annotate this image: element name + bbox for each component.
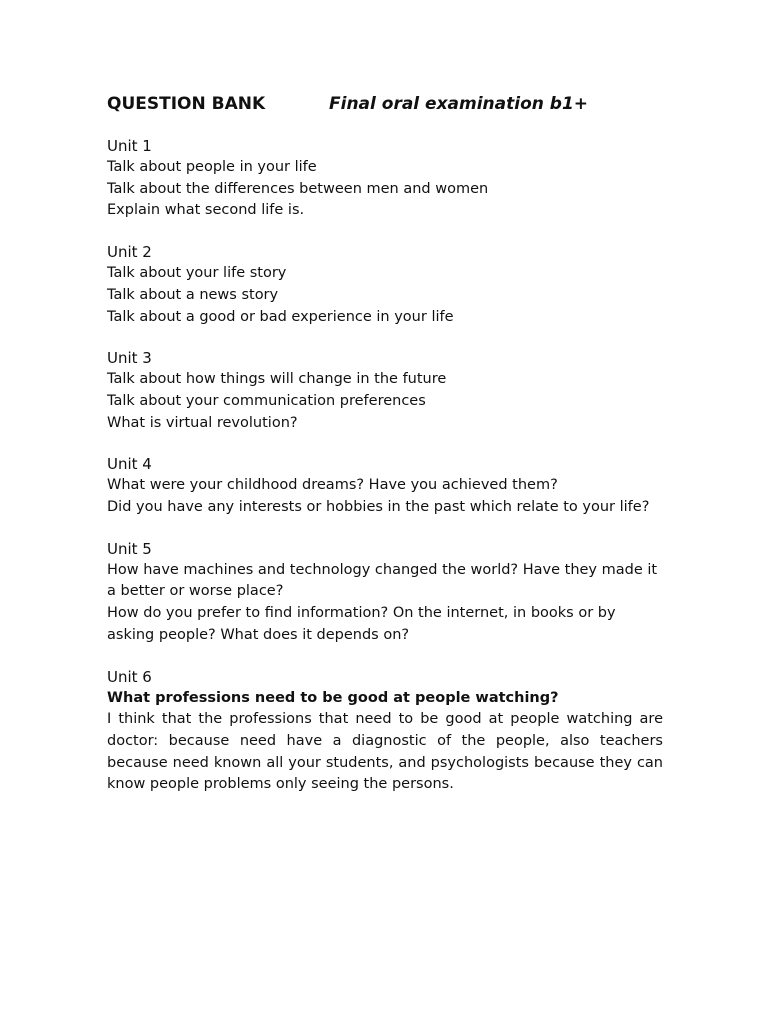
question-line: Did you have any interests or hobbies in the past which relate to your life? [107,499,650,516]
unit-2-section [107,241,663,328]
unit-heading: Unit 1 [107,137,152,155]
unit-6-section [107,666,663,797]
question-line: Talk about your life story [107,265,287,282]
answer-paragraph: I think that the professions that need to be good at people watching are doctor: because need have a diagnostic of the people, also teachers because need known all your students, and psychologists because they can know people problems only seeing the persons. [107,711,663,793]
document-title: QUESTION BANK [107,94,266,114]
question-line: Talk about how things will change in the future [107,371,447,388]
bold-question: What professions need to be good at people watching? [107,689,559,706]
question-line: Explain what second life is. [107,202,305,219]
unit-heading: Unit 3 [107,349,152,368]
question-line: What is virtual revolution? [107,414,298,431]
question-line: Talk about the differences between men and women [107,180,489,197]
question-line: Talk about a news story [107,286,279,303]
document-page [107,92,663,796]
unit-1-section [107,135,663,222]
question-line: How do you prefer to find information? On the internet, in books or by asking people? What does it depends on? [107,605,616,643]
document-header [107,92,663,116]
document-subtitle: Final oral examination b1+ [329,94,589,114]
question-line: How have machines and technology changed the world? Have they made it a better or worse place? [107,561,658,600]
question-line: Talk about a good or bad experience in your life [107,308,454,325]
question-line: What were your childhood dreams? Have you achieved them? [107,477,558,494]
question-line: Talk about your communication preferences [107,392,426,409]
unit-heading: Unit 6 [107,667,152,686]
unit-heading: Unit 2 [107,243,152,262]
unit-heading: Unit 5 [107,539,152,558]
unit-3-section [107,347,663,434]
question-line: Talk about people in your life [107,159,317,175]
unit-heading: Unit 4 [107,455,152,474]
unit-5-section [107,538,663,647]
unit-4-section [107,453,663,518]
